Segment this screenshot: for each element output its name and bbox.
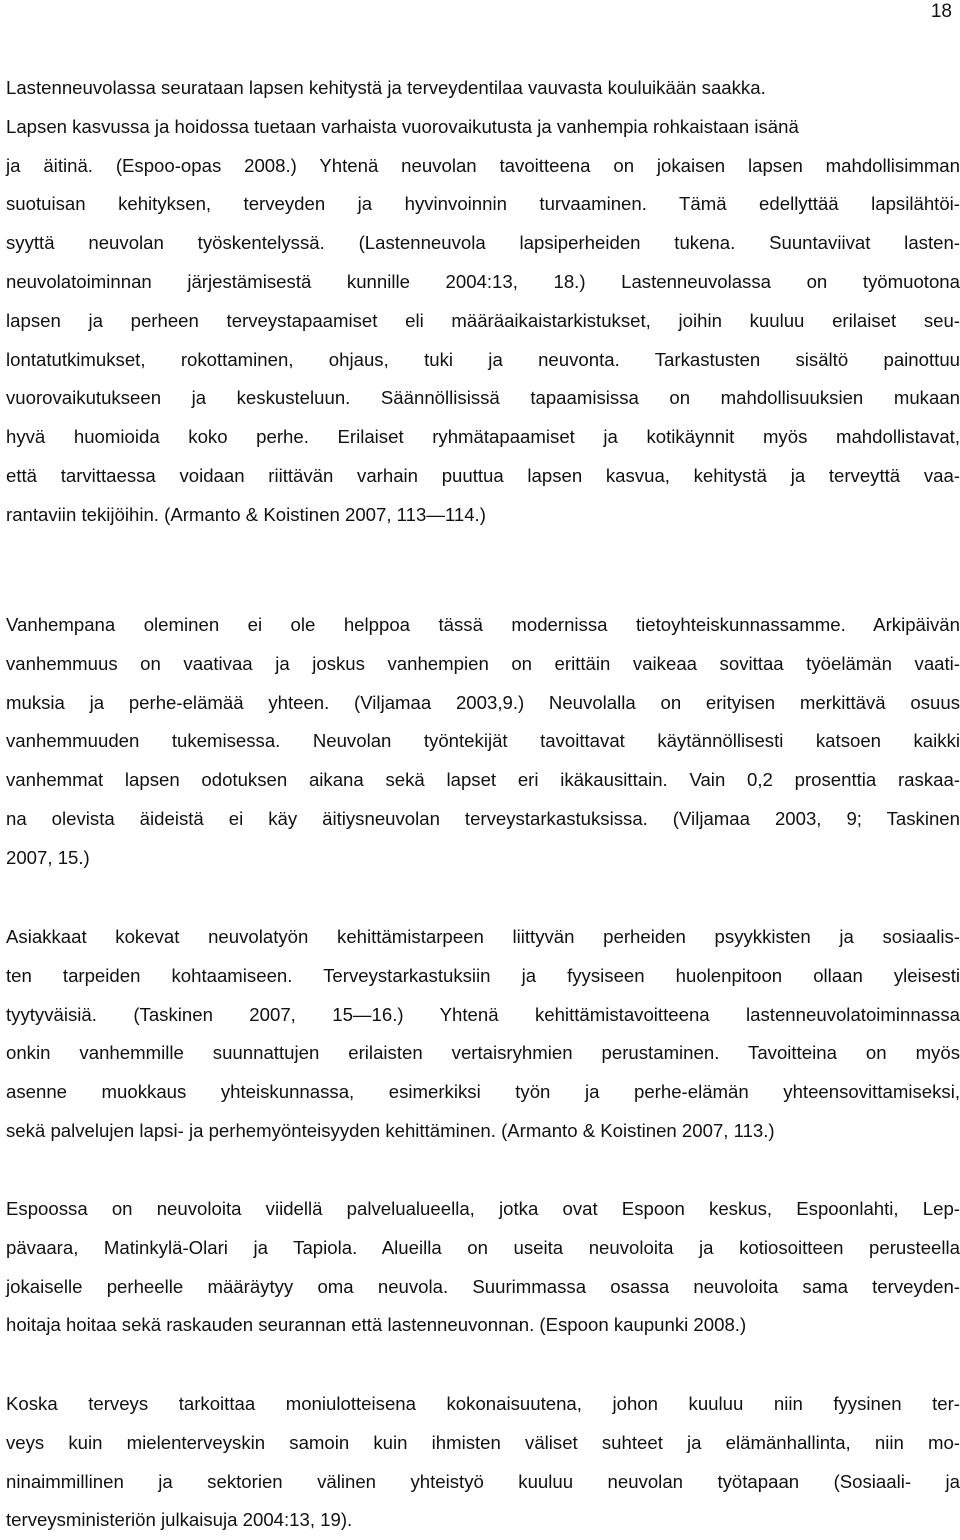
text-line: pävaara, Matinkylä-Olari ja Tapiola. Alueilla on useita neuvoloita ja kotiosoitteen perusteella (6, 1236, 960, 1258)
text-line: terveysministeriön julkaisuja 2004:13, 19). (6, 1509, 353, 1531)
text-line: tyytyväisiä. (Taskinen 2007, 15—16.) Yhtenä kehittämistavoitteena lastenneuvolatoiminnassa (6, 1003, 960, 1025)
text-line: onkin vanhemmille suunnattujen erilaisten vertaisryhmien perustaminen. Tavoitteina on myös (6, 1042, 960, 1064)
text-line: sekä palvelujen lapsi- ja perhemyönteisyyden kehittäminen. (Armanto & Koistinen 2007, 113.) (6, 1119, 775, 1141)
text-line: lontatutkimukset, rokottaminen, ohjaus, tuki ja neuvonta. Tarkastusten sisältö painottuu (6, 348, 960, 370)
text-line: neuvolatoiminnan järjestämisestä kunnille 2004:13, 18.) Lastenneuvolassa on työmuotona (6, 270, 960, 292)
paragraph-4 (6, 1190, 960, 1345)
text-line: ja äitinä. (Espoo-opas 2008.) Yhtenä neuvolan tavoitteena on jokaisen lapsen mahdollisimman (6, 154, 960, 176)
text-line: hoitaja hoitaa sekä raskauden seurannan että lastenneuvonnan. (Espoon kaupunki 2008.) (6, 1314, 747, 1336)
text-line: Koska terveys tarkoittaa moniulotteisena kokonaisuutena, johon kuuluu niin fyysinen ter- (6, 1393, 960, 1414)
text-line: Espoossa on neuvoloita viidellä palvelualueella, jotka ovat Espoon keskus, Espoonlahti, Lep- (6, 1198, 960, 1219)
text-line: vanhemmat lapsen odotuksen aikana sekä lapset eri ikäkausittain. Vain 0,2 prosenttia raskaa- (6, 769, 960, 791)
text-line: lapsen ja perheen terveystapaamiset eli määräaikaistarkistukset, joihin kuuluu erilaiset seu- (6, 309, 960, 331)
text-line: Lapsen kasvussa ja hoidossa tuetaan varhaista vuorovaikutusta ja vanhempia rohkaistaan isänä (6, 115, 799, 137)
text-line: syyttä neuvolan työskentelyssä. (Lastenneuvola lapsiperheiden tukena. Suuntaviivat lasten- (6, 232, 960, 254)
text-line: jokaiselle perheelle määräytyy oma neuvola. Suurimmassa osassa neuvoloita sama terveyden- (6, 1275, 960, 1297)
text-line: vanhemmuus on vaativaa ja joskus vanhempien on erittäin vaikeaa sovittaa työelämän vaati- (6, 652, 960, 674)
text-line: hyvä huomioida koko perhe. Erilaiset ryhmätapaamiset ja kotikäynnit myös mahdollistavat, (6, 426, 960, 448)
text-line: asenne muokkaus yhteiskunnassa, esimerkiksi työn ja perhe-elämän yhteensovittamiseksi, (6, 1081, 960, 1103)
paragraph-5 (6, 1385, 960, 1540)
text-line: na olevista äideistä ei käy äitiysneuvolan terveystarkastuksissa. (Viljamaa 2003, 9; Taskinen (6, 807, 960, 829)
text-line: Vanhempana oleminen ei ole helppoa tässä modernissa tietoyhteiskunnassamme. Arkipäivän (6, 614, 960, 635)
text-line: ten tarpeiden kohtaamiseen. Terveystarkastuksiin ja fyysiseen huolenpitoon ollaan yleisesti (6, 964, 960, 986)
paragraph-3 (6, 918, 960, 1151)
text-line: suotuisan kehityksen, terveyden ja hyvinvoinnin turvaaminen. Tämä edellyttää lapsilähtöi- (6, 193, 960, 215)
text-line: vanhemmuuden tukemisessa. Neuvolan työntekijät tavoittavat käytännöllisesti katsoen kaikki (6, 730, 960, 752)
text-line: vuorovaikutukseen ja keskusteluun. Säännöllisissä tapaamisissa on mahdollisuuksien mukaan (6, 387, 960, 409)
paragraph-2 (6, 606, 960, 878)
text-line: Lastenneuvolassa seurataan lapsen kehitystä ja terveydentilaa vauvasta kouluikään saakka. (6, 77, 766, 98)
text-line: rantaviin tekijöihin. (Armanto & Koistinen 2007, 113—114.) (6, 503, 486, 525)
page-number: 18 (930, 1, 952, 22)
text-line: muksia ja perhe-elämää yhteen. (Viljamaa 2003,9.) Neuvolalla on erityisen merkittävä osuus (6, 691, 960, 713)
paragraph-1 (6, 69, 960, 535)
text-line: että tarvittaessa voidaan riittävän varhain puuttua lapsen kasvua, kehitystä ja terveyttä vaa- (6, 464, 960, 486)
text-line: ninaimmillinen ja sektorien välinen yhteistyö kuuluu neuvolan työtapaan (Sosiaali- ja (6, 1470, 960, 1492)
text-line: 2007, 15.) (6, 846, 90, 868)
text-line: Asiakkaat kokevat neuvolatyön kehittämistarpeen liittyvän perheiden psyykkisten ja sosiaalis- (6, 926, 960, 947)
text-line: veys kuin mielenterveyskin samoin kuin ihmisten väliset suhteet ja elämänhallinta, niin mo- (6, 1431, 960, 1453)
